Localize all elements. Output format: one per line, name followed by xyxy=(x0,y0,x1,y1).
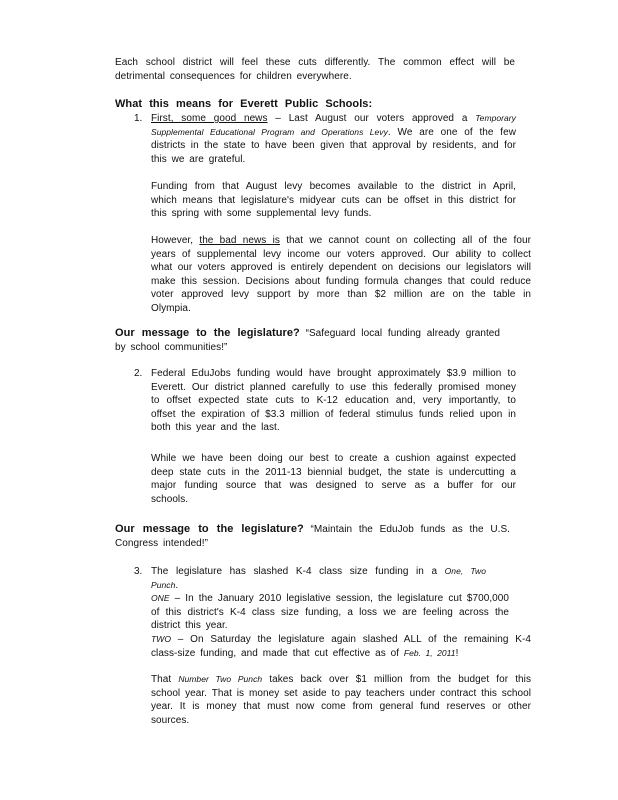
message-quote: “Maintain the EduJob funds as the U.S. Congress intended!” xyxy=(115,524,510,549)
one-label: ONE xyxy=(151,593,170,603)
list-item-1-para-3: However, the bad news is that we cannot count on collecting all of the four years of supplemental levy income our voters approved. Our ability to collect what our voters approved is entirely dependent on decisions our legislators will make this session. Decisions about funding formula changes that could reduce voter approved levy support by more than $2 million are on the table in Olympia. xyxy=(151,235,531,314)
list-item-3-two: TWO – On Saturday the legislature again slashed ALL of the remaining K-4 class-size funding, and made that cut effective as of Feb. 1, 2011! xyxy=(151,634,531,659)
effective-date: Feb. 1, 2011 xyxy=(403,647,456,658)
list-number: 3. xyxy=(134,566,143,577)
two-label: TWO xyxy=(151,634,171,644)
bad-news-lead: the bad news is xyxy=(199,235,280,246)
levy-name: Temporary Supplemental Educational Program and Operations Levy xyxy=(151,113,516,137)
list-item-3-intro: The legislature has slashed K-4 class size funding in a One, Two Punch. xyxy=(151,566,486,591)
list-item-2-para-2: While we have been doing our best to create a cushion against expected deep state cuts in the 2011-13 biennial budget, the state is undercutting a major funding source that was designed to serve as a buffer for our schools. xyxy=(151,453,516,505)
message-quote: “Safeguard local funding already granted by school communities!” xyxy=(115,328,500,353)
list-item-1-para-1: First, some good news – Last August our voters approved a Temporary Supplemental Educational Program and Operations Levy. We are one of the few districts in the state to have been given that approval by residents, and for this we are grateful. xyxy=(151,113,516,165)
legislature-message-2 xyxy=(115,523,510,550)
message-label: Our message to the legislature? xyxy=(115,523,304,535)
good-news-lead: First, some good news xyxy=(151,113,268,124)
list-item-3-one: ONE – In the January 2010 legislative session, the legislature cut $700,000 of this district's K-4 class size funding, a loss we are feeling across the district this year. xyxy=(151,593,509,632)
message-label: Our message to the legislature? xyxy=(115,327,300,339)
intro-paragraph: Each school district will feel these cuts differently. The common effect will be detrimental consequences for children everywhere. xyxy=(115,57,515,82)
list-number: 2. xyxy=(134,368,143,379)
number-two-punch: Number Two Punch xyxy=(178,674,263,684)
list-item-3-para: That Number Two Punch takes back over $1 million from the budget for this school year. That is money set aside to pay teachers under contract this school year. It is money that must now come from general fund reserves or other sources. xyxy=(151,674,531,726)
one-two-punch: One, Two Punch xyxy=(151,566,486,590)
legislature-message-1 xyxy=(115,327,500,354)
list-number: 1. xyxy=(134,113,143,124)
list-item-1-para-2: Funding from that August levy becomes available to the district in April, which means that legislature's midyear cuts can be offset in this district for this spring with some supplemental levy funds. xyxy=(151,181,516,220)
section-heading: What this means for Everett Public Schools: xyxy=(115,98,373,110)
list-item-2-para-1: Federal EduJobs funding would have brought approximately $3.9 million to Everett. Our district planned carefully to use this federally promised money to offset expected state cuts to K-12 education and, very importantly, to offset the expiration of $3.3 million of federal stimulus funds relied upon in both this year and the last. xyxy=(151,368,516,434)
